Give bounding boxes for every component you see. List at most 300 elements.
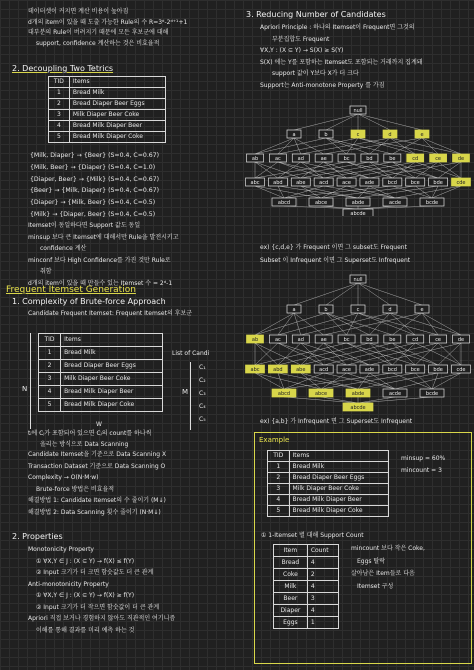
transactions-table-1 (48, 76, 166, 143)
bullet-cost: 데이터셋이 커지면 계산 비용이 높아짐 (28, 8, 129, 15)
cand-5: C₅ (199, 416, 206, 423)
lattice-node-c (351, 130, 365, 138)
count-cell: Diaper (274, 605, 308, 617)
lattice-edge (395, 373, 461, 389)
example-transactions-table (267, 450, 389, 517)
lattice-edge (255, 343, 347, 365)
tx1-row (49, 99, 166, 110)
svg-text:ad: ad (297, 336, 304, 343)
lattice-node-ace (337, 365, 356, 373)
lattice-node-bc (338, 154, 355, 162)
lattice-node-cd (407, 335, 424, 343)
lattice-edge (432, 186, 438, 198)
lattice-edge (324, 162, 416, 178)
lattice-node-bcd (383, 365, 402, 373)
lattice-edge (326, 283, 358, 305)
lattice-node-ace (337, 178, 356, 186)
lattice-node-abc (246, 365, 265, 373)
lattice-node-bcd (383, 178, 402, 186)
lattice-node-abcd (272, 389, 296, 397)
extx-row (268, 473, 389, 484)
lattice-edge (278, 313, 294, 335)
lattice-edge (369, 343, 461, 365)
lattice-edge (278, 186, 284, 198)
lattice-edge (255, 162, 347, 178)
svg-text:de: de (457, 155, 465, 162)
lattice-edge (278, 343, 301, 365)
lattice-node-cde (452, 365, 471, 373)
lattice-edge (294, 114, 358, 130)
count-cell: 1 (307, 617, 338, 629)
bullet-minconf-cont: 취함 (40, 268, 52, 275)
lattice-edge (326, 138, 392, 154)
lattice-edge (294, 313, 324, 335)
count-cell: 4 (307, 581, 338, 593)
bullet-candidate: Candidate Frequent Itemset: Frequent Itemset의 후보군 (28, 310, 193, 317)
lattice-node-ade (360, 365, 379, 373)
lattice-node-bce (406, 178, 425, 186)
tx1-header-row (49, 77, 166, 88)
lattice-node-a (287, 305, 301, 313)
lattice-node-acd (314, 178, 333, 186)
lattice-node-be (384, 335, 401, 343)
lattice-node-acd (314, 365, 333, 373)
bullet-minconf: minconf 보다 High Confidence를 가진 것만 Rule로 (28, 256, 171, 264)
svg-text:abcde: abcde (350, 404, 366, 411)
tx2-cell: Bread Milk Diaper Coke (61, 399, 163, 412)
svg-text:ace: ace (342, 366, 352, 373)
rule-2: {Milk, Beer} → {Diaper} (S=0.4, C=1.0) (30, 163, 156, 171)
lattice-node-ade (360, 178, 379, 186)
tx1-cell: Bread Diaper Beer Eggs (69, 99, 165, 110)
lattice-node-bd (361, 335, 378, 343)
lattice-edge (432, 186, 461, 198)
tx1-cell: 2 (49, 99, 70, 110)
count-row (274, 593, 339, 605)
lattice-edge (326, 114, 358, 130)
lattice-node-be (384, 154, 401, 162)
count-cell: 2 (307, 569, 338, 581)
ex-infrequent: Subset 이 Infrequent 이면 그 Superset도 Infrequent (260, 256, 411, 264)
svg-text:null: null (353, 276, 363, 283)
extx-row (268, 495, 389, 506)
apriori-principle: Apriori Principle : 하나의 Itemset이 Frequent면 그것의 (260, 24, 415, 31)
m-label: M (182, 388, 189, 396)
tx2-header-cell: TID (39, 334, 61, 347)
lattice-node-de (453, 335, 470, 343)
svg-text:abd: abd (273, 179, 283, 186)
svg-text:ce: ce (435, 336, 442, 343)
count-row (274, 617, 339, 629)
tx2-cell: Bread Diaper Beer Eggs (61, 360, 163, 373)
lattice-edge (358, 114, 390, 130)
lattice1-notes (260, 244, 410, 264)
rule-5: {Diaper} → {Milk, Beer} (S=0.4, C=0.5) (30, 199, 156, 206)
lattice-edge (415, 343, 438, 365)
lattice-edge (358, 397, 395, 403)
prop-mono: Monotonicity Property (28, 546, 94, 553)
tx1-cell: 4 (49, 121, 70, 132)
lattice-edge (255, 138, 294, 154)
lattice-edge (255, 373, 284, 389)
lattice-edge (301, 373, 358, 389)
item-count-table (273, 544, 339, 629)
tx2-header-cell: Items (61, 334, 163, 347)
rules-list (30, 152, 159, 219)
svg-text:bd: bd (366, 336, 373, 343)
tx2-cell: 3 (39, 373, 61, 386)
rule-3: {Diaper, Beer} → {Milk} (S=0.4, C=0.67) (30, 175, 160, 183)
lattice-node-abd (268, 365, 287, 373)
apriori-notes (260, 24, 423, 89)
svg-text:ab: ab (251, 336, 259, 343)
tx1-cell: 3 (49, 110, 70, 121)
lattice-edge (358, 206, 395, 209)
svg-text:abde: abde (351, 390, 365, 397)
svg-text:be: be (389, 155, 396, 162)
count-row (274, 557, 339, 569)
mid-bullets (28, 222, 179, 287)
count-cell: 3 (307, 593, 338, 605)
lattice-node-ae (315, 335, 332, 343)
svg-text:cd: cd (412, 336, 419, 343)
lattice-edge (278, 138, 294, 154)
count-cell: 4 (307, 605, 338, 617)
svg-text:ae: ae (320, 155, 327, 162)
extx-cell: 2 (268, 473, 290, 484)
minsup: minsup = 60% (401, 455, 446, 462)
lattice-edge (294, 138, 324, 154)
svg-text:bcde: bcde (425, 390, 439, 397)
lattice-node-abe (291, 178, 310, 186)
lattice-node-ab (247, 154, 264, 162)
tx1-cell: 5 (49, 132, 70, 143)
svg-text:abc: abc (250, 366, 260, 373)
lattice-edge (395, 186, 461, 198)
section-complexity-title: 1. Complexity of Brute-force Approach (12, 297, 166, 306)
lattice-node-de (453, 154, 470, 162)
lattice-edge (415, 373, 432, 389)
scan-1: tᵢ에 Cⱼ가 포함되어 있으면 Cⱼ의 count를 하나씩 (28, 430, 152, 437)
apriori-principle-cont: 부분집합도 Frequent (272, 35, 330, 43)
svg-text:cde: cde (456, 179, 466, 186)
lattice-node-abe (291, 365, 310, 373)
svg-text:a: a (292, 131, 296, 138)
tx2-cell: 1 (39, 347, 61, 360)
scan-5: Brute-force 방법은 비효율적 (36, 485, 115, 493)
lattice-edge (347, 313, 358, 335)
section-decoupling-title: 2. Decoupling Two Tetrics (12, 64, 114, 73)
scan-4: Complexity → O(N·M·w) (28, 474, 99, 481)
bullet-rule-count: d개의 item이 있을 때 도출 가능한 Rule의 수 R=3ᵈ-2ᵈ⁺¹+1 (28, 18, 188, 26)
lattice-node-null (350, 275, 366, 283)
lattice-node-abc (246, 178, 265, 186)
svg-text:c: c (356, 131, 360, 138)
lattice-edge (347, 162, 439, 178)
apriori-explain: S(X) 에는 Y를 포함하는 Itemset도 포함되는 거래까지 집계돼 (260, 58, 423, 66)
rule-6: {Milk} → {Diaper, Beer} (S=0.4, C=0.5) (30, 210, 156, 218)
lattice-edge (255, 343, 301, 365)
note-4: Itemset 구성 (357, 582, 394, 590)
lattice-node-ac (269, 335, 286, 343)
svg-text:ade: ade (364, 366, 375, 373)
lattice-edge (347, 343, 439, 365)
lattice-edge (369, 343, 392, 365)
svg-text:e: e (420, 131, 424, 138)
svg-text:bd: bd (366, 155, 373, 162)
n-label: N (22, 385, 28, 393)
prop-apriori-cont: 이해를 통해 결과를 미리 예측 하는 것 (36, 626, 135, 634)
extx-row (268, 462, 389, 473)
cand-2: C₂ (199, 377, 206, 384)
lattice-edge (321, 397, 358, 403)
extx-cell: 5 (268, 506, 290, 517)
lattice-node-abcde (343, 403, 373, 411)
count-cell: Bread (274, 557, 308, 569)
svg-text:ace: ace (342, 179, 352, 186)
tx1-cell: Bread Milk Diaper Beer (69, 121, 165, 132)
tx2-header-row (39, 334, 163, 347)
tx1-header-cell: Items (69, 77, 165, 88)
tx1-cell: 1 (49, 88, 70, 99)
prop-anti: Anti-monotonicity Property (28, 580, 109, 588)
frequent-itemset-title: Frequent Itemset Generation (6, 285, 136, 295)
ex-pruned: ex) {a,b} 가 Infrequent 면 그 Superset도 Infrequent (260, 418, 413, 425)
bullet-discard-cont: support, confidence 계산하는 것은 비효율적 (36, 39, 160, 47)
lattice-edge (284, 186, 392, 198)
tx1-cell: Milk Diaper Beer Coke (69, 110, 165, 121)
lattice-edge (255, 313, 294, 335)
lattice-node-bc (338, 335, 355, 343)
lattice-edge (284, 206, 358, 209)
tx1-row (49, 88, 166, 99)
svg-text:de: de (457, 336, 465, 343)
svg-text:abce: abce (314, 199, 328, 206)
lattice-edge (415, 343, 461, 365)
lattice-node-ac (269, 154, 286, 162)
prop-mono-1: ① ∀X,Y ∈ J : (X ⊆ Y) → f(X) ≤ f(Y) (36, 557, 135, 565)
lattice-node-null (350, 106, 366, 114)
section-properties-title: 2. Properties (12, 532, 63, 541)
lattice-node-cde (452, 178, 471, 186)
count-cell: Beer (274, 593, 308, 605)
svg-text:b: b (324, 306, 328, 313)
lattice-edge (369, 162, 392, 178)
lattice-edge (301, 162, 393, 178)
top-bullets (28, 8, 187, 47)
bullet-itemset-count: d개의 item이 있을 때 만들수 있는 Itemset 수 = 2ᵈ-1 (28, 279, 173, 287)
extx-header-row (268, 451, 389, 462)
lattice-edge (390, 138, 415, 154)
lattice-edge (284, 373, 392, 389)
tx2-cell: 2 (39, 360, 61, 373)
svg-text:ac: ac (274, 155, 281, 162)
svg-text:a: a (292, 306, 296, 313)
lattice-edge (326, 313, 369, 335)
lattice-node-abde (346, 198, 370, 206)
extx-cell: Bread Milk (289, 462, 388, 473)
lattice-edge (369, 186, 395, 198)
rule-1: {Milk, Diaper} → {Beer} (S=0.4, C=0.67) (30, 152, 160, 159)
count-cell: Milk (274, 581, 308, 593)
properties-list (28, 546, 175, 634)
section-reducing-title: 3. Reducing Number of Candidates (246, 10, 386, 19)
apriori-anti-monotone: Support는 Anti-monotone Property 를 가짐 (260, 81, 385, 89)
step-1-label: ① 1-Itemset 별 대해 Support Count (261, 532, 364, 539)
lattice-node-b (319, 130, 333, 138)
svg-text:bce: bce (410, 179, 420, 186)
tx1-header-cell: TID (49, 77, 70, 88)
lattice-edge (294, 138, 301, 154)
transactions-table-2 (38, 333, 163, 412)
lattice-node-cd (407, 154, 424, 162)
extx-cell: 1 (268, 462, 290, 473)
bullet-discard: 대부분의 Rule이 버려지기 때문에 모든 후보군에 대해 (28, 29, 169, 36)
lattice-edge (321, 206, 358, 209)
svg-text:abcd: abcd (277, 390, 291, 397)
tx2-cell: 5 (39, 399, 61, 412)
lattice-edge (294, 313, 301, 335)
lattice-node-bd (361, 154, 378, 162)
lattice-node-d (383, 130, 397, 138)
lattice-edge (278, 162, 370, 178)
tx2-cell: Bread Milk Diaper Beer (61, 386, 163, 399)
svg-text:abde: abde (351, 199, 365, 206)
candidate-list (199, 364, 206, 429)
svg-text:abd: abd (273, 366, 283, 373)
lattice-node-ce (430, 154, 447, 162)
tx1-row (49, 121, 166, 132)
extx-cell: Bread Diaper Beer Eggs (289, 473, 388, 484)
tx1-row (49, 110, 166, 121)
lattice-node-abce (309, 389, 333, 397)
w-label: W (96, 421, 102, 428)
extx-cell: Bread Milk Diaper Coke (289, 506, 388, 517)
svg-text:ade: ade (364, 179, 375, 186)
lattice-edge (294, 283, 358, 305)
prop-mono-2: ② Input 크기가 더 크면 함숫값도 더 큰 관계 (36, 569, 154, 576)
extx-cell: 3 (268, 484, 290, 495)
tx2-row (39, 373, 163, 386)
lattice-node-ad (292, 335, 309, 343)
lattice-edge (301, 343, 393, 365)
lattice-edge (390, 313, 415, 335)
svg-text:abe: abe (296, 366, 306, 373)
lattice-node-acde (383, 198, 407, 206)
lattice-node-bde (429, 178, 448, 186)
lattice-node-ce (430, 335, 447, 343)
prop-apriori: Apriori 직접 보거나 경험하지 않아도 직관적인 여기니즘 (28, 615, 176, 622)
svg-text:e: e (420, 306, 424, 313)
example-title: Example (259, 436, 290, 444)
lattice-edge (326, 138, 369, 154)
tx2-cell: Bread Milk (61, 347, 163, 360)
lattice-node-abd (268, 178, 287, 186)
lattice-node-ae (315, 154, 332, 162)
lattice-node-d (383, 305, 397, 313)
tx1-cell: Bread Milk Diaper Coke (69, 132, 165, 143)
prune-notes (351, 545, 425, 590)
list-of-candidates-label: List of Candi (172, 350, 210, 357)
cand-1: C₁ (199, 364, 206, 371)
rule-4: {Beer} → {Milk, Diaper} (S=0.4, C=0.67) (30, 187, 160, 195)
extx-row (268, 484, 389, 495)
lattice-edge (358, 283, 422, 305)
lattice-edge (255, 186, 284, 198)
lattice-edge (422, 313, 438, 335)
count-header-cell: Count (307, 545, 338, 557)
lattice-node-bde (429, 365, 448, 373)
svg-text:bcd: bcd (387, 179, 397, 186)
prop-anti-1: ① ∀X,Y ∈ J : (X ⊆ Y) → f(X) ≥ f(Y) (36, 592, 135, 599)
extx-header-cell: TID (268, 451, 290, 462)
lattice-edge (278, 343, 370, 365)
lattice-edge (358, 283, 390, 305)
lattice-node-a (287, 130, 301, 138)
svg-text:ce: ce (435, 155, 442, 162)
lattice-edge (358, 114, 422, 130)
lattice-node-bcde (420, 198, 444, 206)
lattice-node-abcd (272, 198, 296, 206)
lattice-node-ad (292, 154, 309, 162)
count-row (274, 605, 339, 617)
lattice-edge (326, 313, 392, 335)
svg-text:ae: ae (320, 336, 327, 343)
svg-text:c: c (356, 306, 360, 313)
bullet-minsup-cont: confidence 계산 (40, 245, 87, 252)
svg-text:ad: ad (297, 155, 304, 162)
count-row (274, 569, 339, 581)
lattice-node-e (415, 130, 429, 138)
tx2-row (39, 347, 163, 360)
bullet-minsup: minsup 보다 큰 Itemset에 대해서만 Rule을 발전시키고 (28, 233, 179, 241)
scan-3: Transaction Dataset 기준으로 Data Scanning O (28, 462, 166, 470)
apriori-explain-cont: support 값이 Y보다 X가 더 크다 (272, 70, 359, 77)
lattice-edge (255, 162, 301, 178)
scan-bullets (28, 430, 166, 516)
lattice-edge (324, 343, 347, 365)
tx2-cell: 4 (39, 386, 61, 399)
example-box (254, 432, 472, 664)
svg-text:bcd: bcd (387, 366, 397, 373)
extx-row (268, 506, 389, 517)
lattice-edge (422, 138, 438, 154)
svg-text:bde: bde (433, 179, 443, 186)
svg-text:b: b (324, 131, 328, 138)
tx2-row (39, 399, 163, 412)
scan-2: Candidate Itemset을 기준으로 Data Scanning X (28, 451, 167, 458)
svg-text:acde: acde (388, 390, 402, 397)
tx2-row (39, 360, 163, 373)
svg-text:bce: bce (410, 366, 420, 373)
lattice-node-bce (406, 365, 425, 373)
lattice-node-bcde (420, 389, 444, 397)
svg-text:bde: bde (433, 366, 443, 373)
lattice-node-acde (383, 389, 407, 397)
scan-7: 해결방법 2: Data Scanning 횟수 줄이기 (N·M↓) (28, 508, 161, 516)
itemset-lattice-pruned (244, 273, 472, 413)
svg-text:bcde: bcde (425, 199, 439, 206)
extx-cell: Bread Milk Diaper Beer (289, 495, 388, 506)
prop-anti-2: ② Input 크기가 더 작으면 함숫값이 더 큰 관계 (36, 603, 160, 611)
count-cell: Eggs (274, 617, 308, 629)
lattice-edge (324, 343, 416, 365)
cand-3: C₃ (199, 390, 206, 397)
lattice-node-abcde (343, 209, 373, 216)
lattice-node-ab (247, 335, 264, 343)
svg-text:bc: bc (343, 155, 350, 162)
lattice-edge (369, 162, 461, 178)
